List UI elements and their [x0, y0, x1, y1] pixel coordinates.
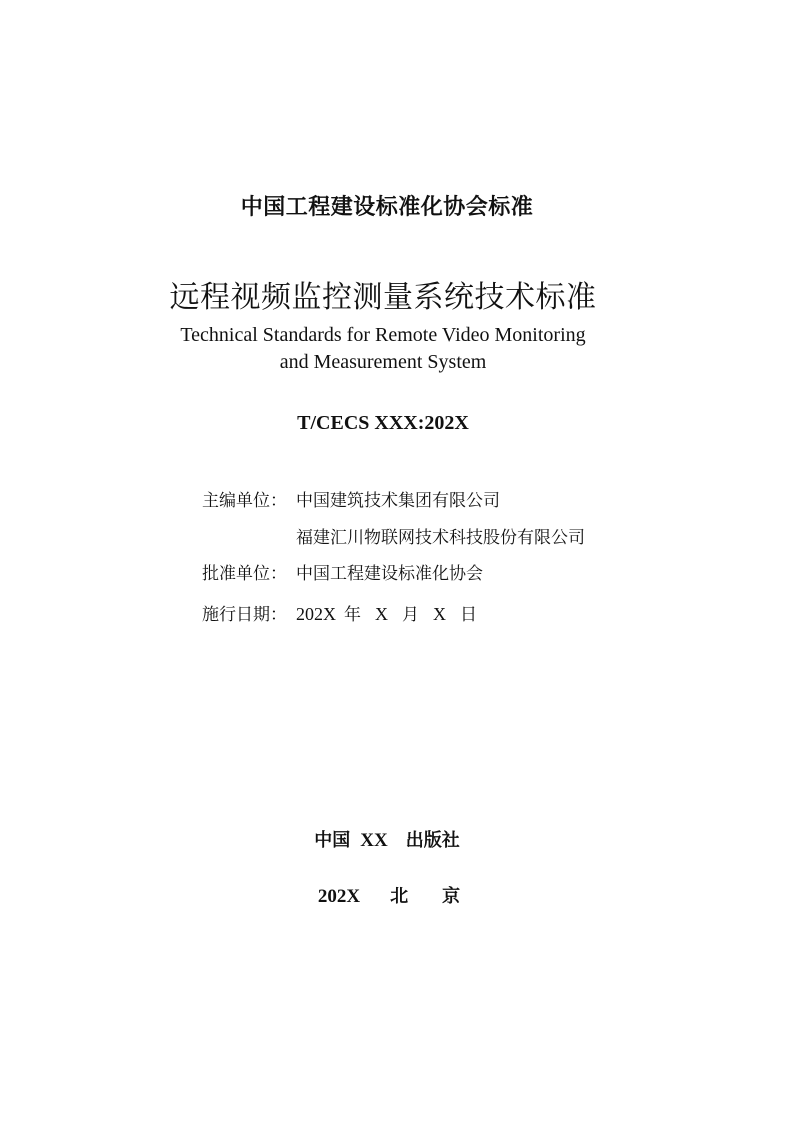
- year-char: 年: [344, 605, 361, 625]
- effective-year: 202X: [296, 604, 336, 624]
- standard-title-cn: 远程视频监控测量系统技术标准: [169, 280, 597, 315]
- editor-org-1: 中国建筑技术集团有限公司: [296, 491, 500, 511]
- standard-title-en-line-2: and Measurement System: [279, 351, 487, 373]
- publisher-press: 出版社: [405, 830, 460, 851]
- publisher-line: [0, 826, 784, 852]
- effective-month: X: [375, 604, 388, 624]
- approver-org: 中国工程建设标准化协会: [296, 564, 483, 584]
- publication-year-line: [0, 882, 786, 908]
- effective-date: [296, 600, 477, 625]
- publication-city-char-1: 北: [390, 886, 409, 907]
- effective-date-label: 施行日期：: [202, 605, 287, 625]
- effective-day: X: [433, 604, 446, 624]
- organization-standard-heading: 中国工程建设标准化协会标准: [240, 195, 534, 220]
- standard-title-en-line-1: Technical Standards for Remote Video Monitoring: [180, 324, 586, 346]
- publisher-country: 中国: [314, 830, 351, 851]
- day-char: 日: [460, 605, 477, 625]
- editor-org-2: 福建汇川物联网技术科技股份有限公司: [296, 528, 585, 548]
- month-char: 月: [402, 605, 419, 625]
- approver-label: 批准单位：: [202, 564, 287, 584]
- editor-label: 主编单位：: [202, 491, 287, 511]
- standard-code: T/CECS XXX:202X: [297, 412, 469, 434]
- publication-city-char-2: 京: [442, 886, 461, 907]
- publication-year: 202X: [317, 886, 361, 907]
- publisher-name: XX: [360, 830, 388, 851]
